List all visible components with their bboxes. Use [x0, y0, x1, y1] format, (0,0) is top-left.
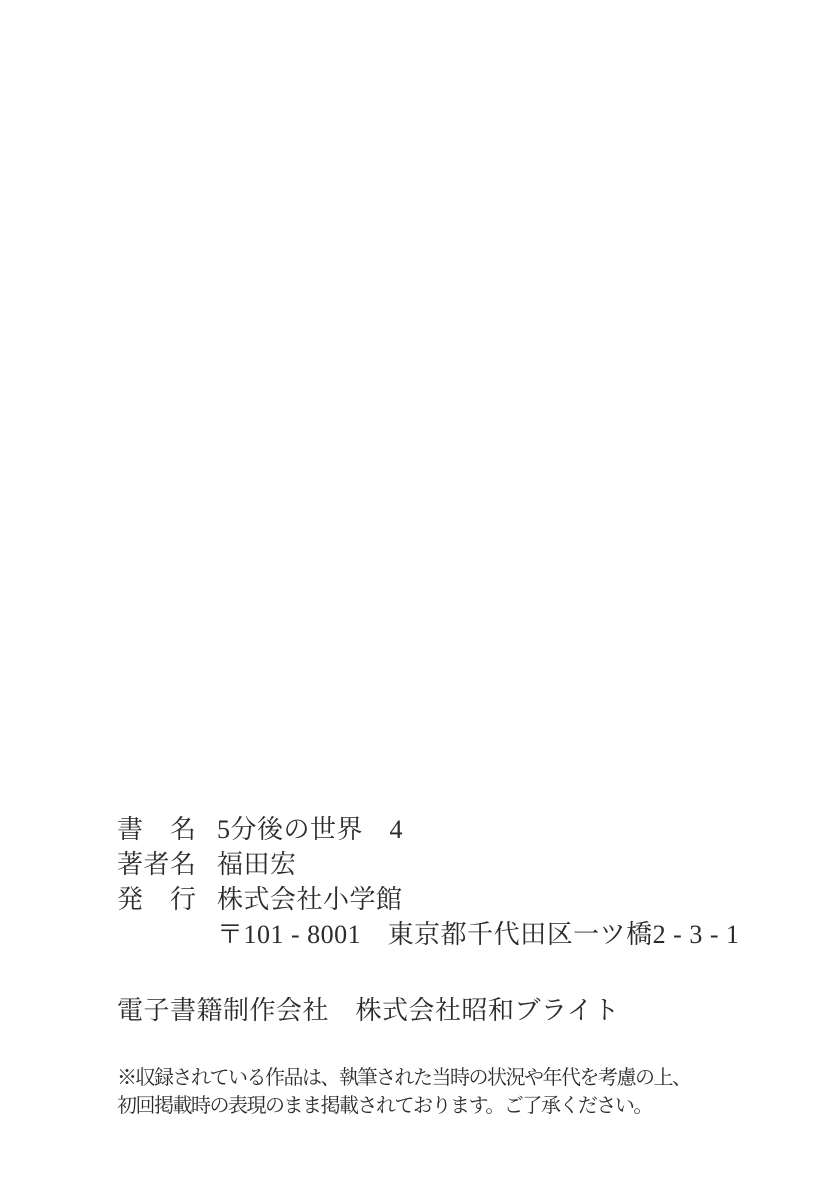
- book-title-row: [117, 812, 777, 847]
- notice-line-2: 初回掲載時の表現のまま掲載されております。ご了承ください。: [117, 1095, 652, 1117]
- author-value: 福田宏: [217, 850, 297, 879]
- content-disclaimer-notice: [117, 1064, 777, 1120]
- publication-info: [117, 812, 777, 952]
- colophon-block: [117, 812, 777, 1120]
- publisher-address-label: [117, 917, 217, 952]
- book-title-label: 書 名: [117, 815, 197, 844]
- publisher-value: 株式会社小学館: [217, 885, 403, 914]
- notice-line-1: ※収録されている作品は、執筆された当時の状況や年代を考慮の上、: [117, 1067, 691, 1089]
- publisher-address-row: [117, 917, 777, 952]
- ebook-production-company-line: 電子書籍制作会社 株式会社昭和ブライト: [117, 996, 620, 1025]
- publisher-row: [117, 882, 777, 917]
- publisher-label: 発 行: [117, 885, 197, 914]
- author-row: [117, 847, 777, 882]
- author-label: 著者名: [117, 850, 197, 879]
- publisher-address-value: 〒101 - 8001 東京都千代田区一ツ橋2 - 3 - 1: [217, 920, 740, 949]
- book-title-value: 5分後の世界 4: [217, 815, 404, 844]
